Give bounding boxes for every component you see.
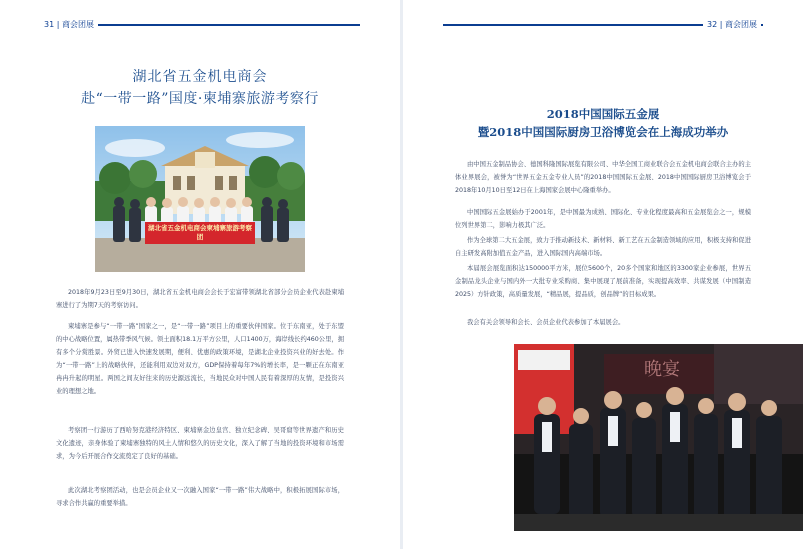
paragraph: 柬埔寨是参与“一带一路”国家之一，是“一带一路”项目上的重要伙伴国家。位于东南亚，处于东盟的中心战略位置，属热带季风气候。领土面积18.1万平方公里，人口1400万，海岸线长约460公里，拥有多个分赏胜景。外贸已进入快速发展期，便利、优惠的政策环境，是湖北企业投资兴业的好去处。作为“一带一路”上的战略伙伴，还能利用双边对双方，GDP保持着每年7%的增长率，是一颗正在东南亚冉冉升起的明星。两国之间友好往来的历史源远流长，当地民众对中国人民有着深厚的友情，是投资兴业的理想之地。 — [56, 323, 344, 395]
backdrop-text: 晚宴 — [644, 359, 680, 380]
paragraph: 本届展会展览面积达150000平方米，展位5600个，20多个国家和地区的3300家企业参展，世界五金制品龙头企业与国内外一大批专业采购商、集中展现了展前准备，实现提高效率、共谋发展（中国制造2025）方针政策，高质量发展，“精品展，提品质，创品牌”的目标成果。 — [455, 265, 751, 298]
page-number-label: 31 | 商会团展 — [40, 19, 98, 31]
article-title-line2: 赴“一带一路”国度·柬埔寨旅游考察行 — [81, 91, 319, 107]
paragraph: 由中国五金制品协会、德国科隆国际展览有限公司、中华全国工商业联合会五金机电商会联合主办的主体业界展会，被誉为“世界五金五金专业人员”的2018中国国际五金展、2018中国国际厨房卫浴博览会于2018年10月10日至12日在上海国家会展中心隆重举办。 — [455, 161, 751, 194]
article-title-line1: 2018中国国际五金展 — [546, 107, 660, 121]
banquet-group-photo — [514, 344, 803, 531]
left-page — [0, 0, 400, 549]
page-number-label: 32 | 商会团展 — [703, 19, 761, 31]
paragraph: 2018年9月23日至9月30日，湖北省五金机电商会会长于宏富带领湖北省部分会员企业代表赴柬埔寨进行了为期7天的考察访问。 — [56, 289, 344, 309]
article-title-line1: 湖北省五金机电商会 — [132, 69, 268, 85]
paragraph: 中国国际五金展始办于2001年，是中国最为成熟、国际化、专业化程度最高和五金展览会之一，规模位列世界第二，影响力极其广泛。 — [455, 209, 751, 229]
group-photo-illustration — [95, 126, 305, 272]
paragraph: 我会有关会领导和会长、会员企业代表参加了本届展会。 — [467, 319, 625, 326]
paragraph: 此次湖北考察团活动，也是会员企业又一次融入国家“一带一路”伟大战略中，积极拓展国际市场，寻求合作共赢的重要举措。 — [56, 487, 344, 507]
paragraph: 考察团一行游历了西哈努克港经济特区、柬埔寨金边皇宫、独立纪念碑、吴哥窟等世界遗产和历史文化遗迹，亲身体验了柬埔寨独特的风土人情和悠久的历史文化，深入了解了当地的投资环境和市场需求，为今后开展合作交流奠定了良好的基础。 — [56, 427, 344, 460]
paragraph: 作为全球第二大五金展，致力于推动新技术、新材料、新工艺在五金制造领域的应用，积极支持和促进自主研发高附加值五金产品，进入国际国内高端市场。 — [455, 237, 751, 257]
banner-text: 湖北省五金机电商会柬埔寨旅游考察团 — [148, 224, 252, 241]
right-page — [403, 0, 803, 549]
group-photo-cambodia — [95, 126, 305, 272]
article-title-line2: 暨2018中国国际厨房卫浴博览会在上海成功举办 — [477, 125, 729, 139]
